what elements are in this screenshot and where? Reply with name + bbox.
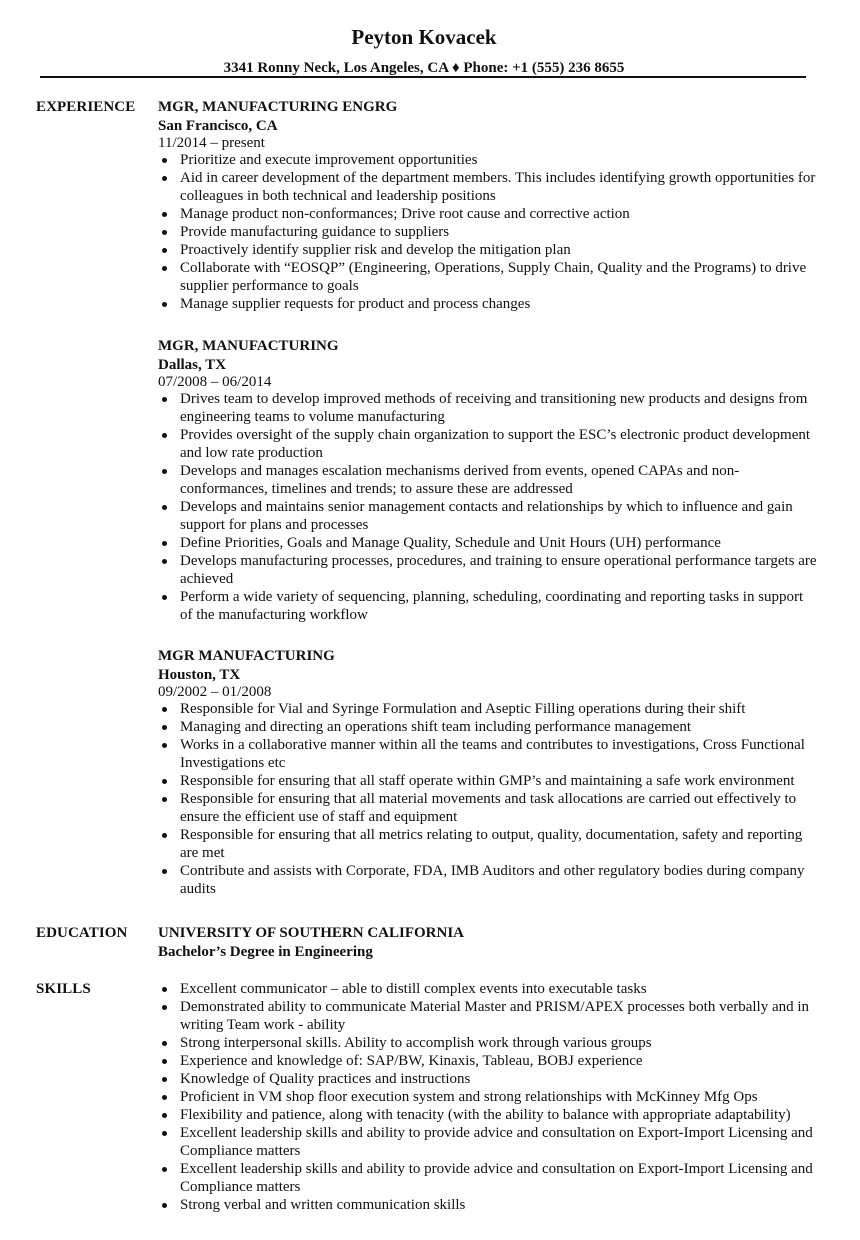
list-item: [158, 588, 818, 624]
bullet-icon: [162, 797, 167, 802]
list-item: [158, 552, 818, 588]
list-item: [158, 426, 818, 462]
job-entry: [158, 337, 818, 624]
bullet-icon: [162, 469, 167, 474]
list-item: [158, 1106, 818, 1124]
bullet-icon: [162, 725, 167, 730]
skill-text: Flexibility and patience, along with tenacity (with the ability to balance with appropriate adaptability): [180, 1107, 791, 1123]
bullet-text: Provide manufacturing guidance to suppliers: [180, 224, 450, 240]
bullet-icon: [162, 559, 167, 564]
school-name: UNIVERSITY OF SOUTHERN CALIFORNIA: [158, 925, 465, 941]
list-item: [158, 295, 818, 313]
bullet-icon: [162, 158, 167, 163]
bullet-icon: [162, 433, 167, 438]
bullet-icon: [162, 1167, 167, 1172]
bullet-icon: [162, 1041, 167, 1046]
skill-text: Proficient in VM shop floor execution system and strong relationships with McKinney Mfg Ops: [180, 1089, 758, 1105]
section-label-education: EDUCATION: [36, 925, 128, 941]
list-item: [158, 390, 818, 426]
list-item: [158, 223, 818, 241]
list-item: [158, 826, 818, 862]
list-item: [158, 700, 818, 718]
section-label-skills: SKILLS: [36, 981, 91, 997]
job-location: Houston, TX: [158, 667, 241, 683]
bullet-text: Drives team to develop improved methods of receiving and transitioning new products and designs from engineering teams to volume manufacturing: [180, 391, 808, 425]
list-item: [158, 980, 818, 998]
list-item: [158, 241, 818, 259]
bullet-text: Perform a wide variety of sequencing, planning, scheduling, coordinating and reporting tasks in support of the manufacturing workflow: [180, 589, 804, 623]
job-location: San Francisco, CA: [158, 118, 278, 134]
skills-list: [158, 980, 818, 1214]
skill-text: Excellent leadership skills and ability to provide advice and consultation on Export-Import Licensing and Compliance matters: [180, 1125, 813, 1159]
skill-text: Strong verbal and written communication skills: [180, 1197, 466, 1213]
bullet-text: Provides oversight of the supply chain organization to support the ESC’s electronic product development and low rate production: [180, 427, 811, 461]
list-item: [158, 862, 818, 898]
job-location: Dallas, TX: [158, 357, 227, 373]
job-bullets: [158, 151, 818, 313]
education-entry: [158, 924, 818, 961]
list-item: [158, 205, 818, 223]
header-divider: [40, 76, 806, 78]
bullet-text: Responsible for ensuring that all metrics relating to output, quality, documentation, safety and reporting are met: [180, 827, 803, 861]
bullet-icon: [162, 176, 167, 181]
bullet-icon: [162, 248, 167, 253]
bullet-icon: [162, 833, 167, 838]
list-item: [158, 736, 818, 772]
bullet-icon: [162, 779, 167, 784]
bullet-icon: [162, 1113, 167, 1118]
bullet-text: Works in a collaborative manner within all the teams and contributes to investigations, Cross Functional Investigations etc: [180, 737, 805, 771]
list-item: [158, 498, 818, 534]
bullet-icon: [162, 1059, 167, 1064]
bullet-text: Prioritize and execute improvement opportunities: [180, 152, 478, 168]
skill-text: Demonstrated ability to communicate Material Master and PRISM/APEX processes both verbally and in writing Team work - ability: [180, 999, 810, 1033]
bullet-icon: [162, 987, 167, 992]
bullet-text: Responsible for ensuring that all material movements and task allocations are carried out effectively to ensure the efficient use of staff and equipment: [180, 791, 797, 825]
job-title: MGR MANUFACTURING: [158, 648, 335, 664]
degree: Bachelor’s Degree in Engineering: [158, 944, 373, 960]
list-item: [158, 1034, 818, 1052]
list-item: [158, 1196, 818, 1214]
job-entry: [158, 647, 818, 898]
bullet-icon: [162, 212, 167, 217]
job-dates: 11/2014 – present: [158, 135, 265, 151]
job-bullets: [158, 390, 818, 624]
list-item: [158, 462, 818, 498]
list-item: [158, 718, 818, 736]
bullet-text: Responsible for ensuring that all staff operate within GMP’s and maintaining a safe work environment: [180, 773, 795, 789]
list-item: [158, 1160, 818, 1196]
job-entry: [158, 98, 818, 313]
skill-text: Excellent communicator – able to distill complex events into executable tasks: [180, 981, 647, 997]
bullet-icon: [162, 230, 167, 235]
list-item: [158, 534, 818, 552]
bullet-text: Develops manufacturing processes, procedures, and training to ensure operational performance targets are achieved: [180, 553, 817, 587]
list-item: [158, 151, 818, 169]
bullet-text: Develops and maintains senior management contacts and relationships by which to influence and gain support for plans and processes: [180, 499, 793, 533]
skill-text: Excellent leadership skills and ability to provide advice and consultation on Export-Import Licensing and Compliance matters: [180, 1161, 813, 1195]
bullet-text: Define Priorities, Goals and Manage Quality, Schedule and Unit Hours (UH) performance: [180, 535, 721, 551]
section-label-experience: EXPERIENCE: [36, 99, 136, 115]
job-dates: 09/2002 – 01/2008: [158, 684, 272, 700]
list-item: [158, 772, 818, 790]
bullet-icon: [162, 869, 167, 874]
bullet-text: Responsible for Vial and Syringe Formulation and Aseptic Filling operations during their shift: [180, 701, 746, 717]
bullet-icon: [162, 397, 167, 402]
skill-text: Strong interpersonal skills. Ability to accomplish work through various groups: [180, 1035, 652, 1051]
job-title: MGR, MANUFACTURING: [158, 338, 339, 354]
bullet-icon: [162, 1131, 167, 1136]
bullet-text: Proactively identify supplier risk and develop the mitigation plan: [180, 242, 571, 258]
bullet-icon: [162, 505, 167, 510]
bullet-icon: [162, 1203, 167, 1208]
bullet-text: Manage product non-conformances; Drive root cause and corrective action: [180, 206, 630, 222]
skills-entry: [158, 980, 818, 1214]
list-item: [158, 1052, 818, 1070]
list-item: [158, 1070, 818, 1088]
skill-text: Knowledge of Quality practices and instructions: [180, 1071, 471, 1087]
bullet-text: Aid in career development of the department members. This includes identifying growth opportunities for colleagues in both technical and leadership positions: [180, 170, 816, 204]
job-bullets: [158, 700, 818, 898]
list-item: [158, 790, 818, 826]
bullet-icon: [162, 541, 167, 546]
list-item: [158, 1088, 818, 1106]
contact-line: 3341 Ronny Neck, Los Angeles, CA ♦ Phone: +1 (555) 236 8655: [223, 60, 625, 76]
bullet-text: Managing and directing an operations shift team including performance management: [180, 719, 692, 735]
skill-text: Experience and knowledge of: SAP/BW, Kinaxis, Tableau, BOBJ experience: [180, 1053, 643, 1069]
list-item: [158, 259, 818, 295]
bullet-icon: [162, 595, 167, 600]
bullet-icon: [162, 1077, 167, 1082]
bullet-icon: [162, 1095, 167, 1100]
bullet-text: Contribute and assists with Corporate, FDA, IMB Auditors and other regulatory bodies during company audits: [180, 863, 805, 897]
bullet-icon: [162, 1005, 167, 1010]
bullet-icon: [162, 743, 167, 748]
candidate-name: Peyton Kovacek: [351, 25, 497, 49]
list-item: [158, 1124, 818, 1160]
job-dates: 07/2008 – 06/2014: [158, 374, 272, 390]
bullet-text: Collaborate with “EOSQP” (Engineering, Operations, Supply Chain, Quality and the Programs) to drive supplier performance to goals: [180, 260, 807, 294]
list-item: [158, 998, 818, 1034]
bullet-icon: [162, 302, 167, 307]
bullet-text: Manage supplier requests for product and process changes: [180, 296, 531, 312]
job-title: MGR, MANUFACTURING ENGRG: [158, 99, 398, 115]
bullet-icon: [162, 266, 167, 271]
list-item: [158, 169, 818, 205]
bullet-text: Develops and manages escalation mechanisms derived from events, opened CAPAs and non-conformances, timelines and trends; to assure these are addressed: [180, 463, 740, 497]
bullet-icon: [162, 707, 167, 712]
